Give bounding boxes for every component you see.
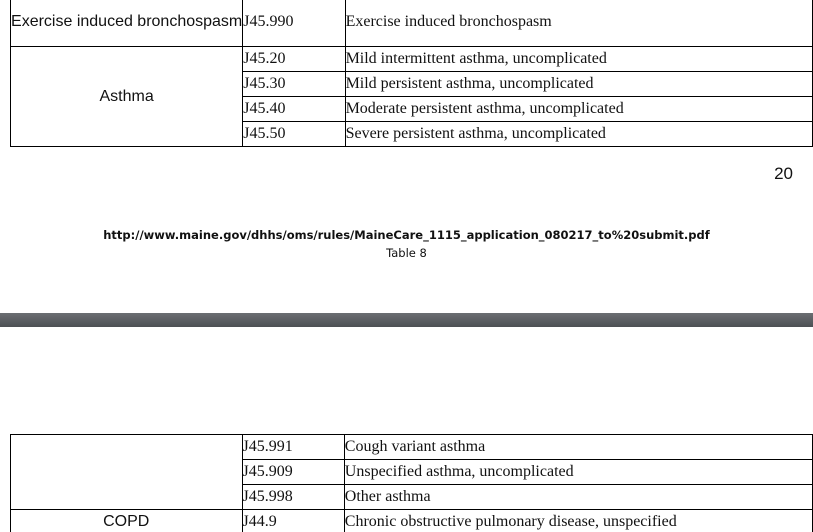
table-row bbox=[11, 510, 813, 532]
table-row bbox=[11, 47, 813, 72]
description-cell: Mild persistent asthma, uncomplicated bbox=[345, 72, 812, 97]
condition-cell: Exercise induced bronchospasm bbox=[11, 0, 243, 47]
code-cell: J45.990 bbox=[243, 0, 345, 47]
page-separator bbox=[0, 313, 813, 327]
condition-cell-empty bbox=[11, 435, 243, 510]
code-cell: J45.909 bbox=[242, 460, 344, 485]
table-row bbox=[11, 0, 813, 47]
code-cell: J44.9 bbox=[242, 510, 344, 532]
code-cell: J45.50 bbox=[243, 122, 345, 147]
description-cell: Other asthma bbox=[344, 485, 812, 510]
document-page-lower bbox=[0, 327, 813, 532]
table-row bbox=[11, 435, 813, 460]
description-cell: Mild intermittent asthma, uncomplicated bbox=[345, 47, 812, 72]
description-cell: Severe persistent asthma, uncomplicated bbox=[345, 122, 812, 147]
description-cell: Unspecified asthma, uncomplicated bbox=[344, 460, 812, 485]
condition-cell: Asthma bbox=[11, 47, 243, 147]
code-cell: J45.30 bbox=[243, 72, 345, 97]
diagnosis-code-table-bottom bbox=[10, 434, 813, 532]
condition-cell: COPD bbox=[11, 510, 243, 532]
description-cell: Exercise induced bronchospasm bbox=[345, 0, 812, 47]
source-url: http://www.maine.gov/dhhs/oms/rules/MaineCare_1115_application_080217_to%20submit.pdf bbox=[103, 228, 710, 242]
code-cell: J45.998 bbox=[242, 485, 344, 510]
description-cell: Moderate persistent asthma, uncomplicated bbox=[345, 97, 812, 122]
code-cell: J45.20 bbox=[243, 47, 345, 72]
diagnosis-code-table-top bbox=[10, 0, 813, 147]
table-caption: Table 8 bbox=[386, 246, 427, 260]
description-cell: Chronic obstructive pulmonary disease, unspecified bbox=[344, 510, 812, 532]
description-cell: Cough variant asthma bbox=[344, 435, 812, 460]
code-cell: J45.40 bbox=[243, 97, 345, 122]
code-cell: J45.991 bbox=[242, 435, 344, 460]
page-number: 20 bbox=[774, 164, 793, 183]
